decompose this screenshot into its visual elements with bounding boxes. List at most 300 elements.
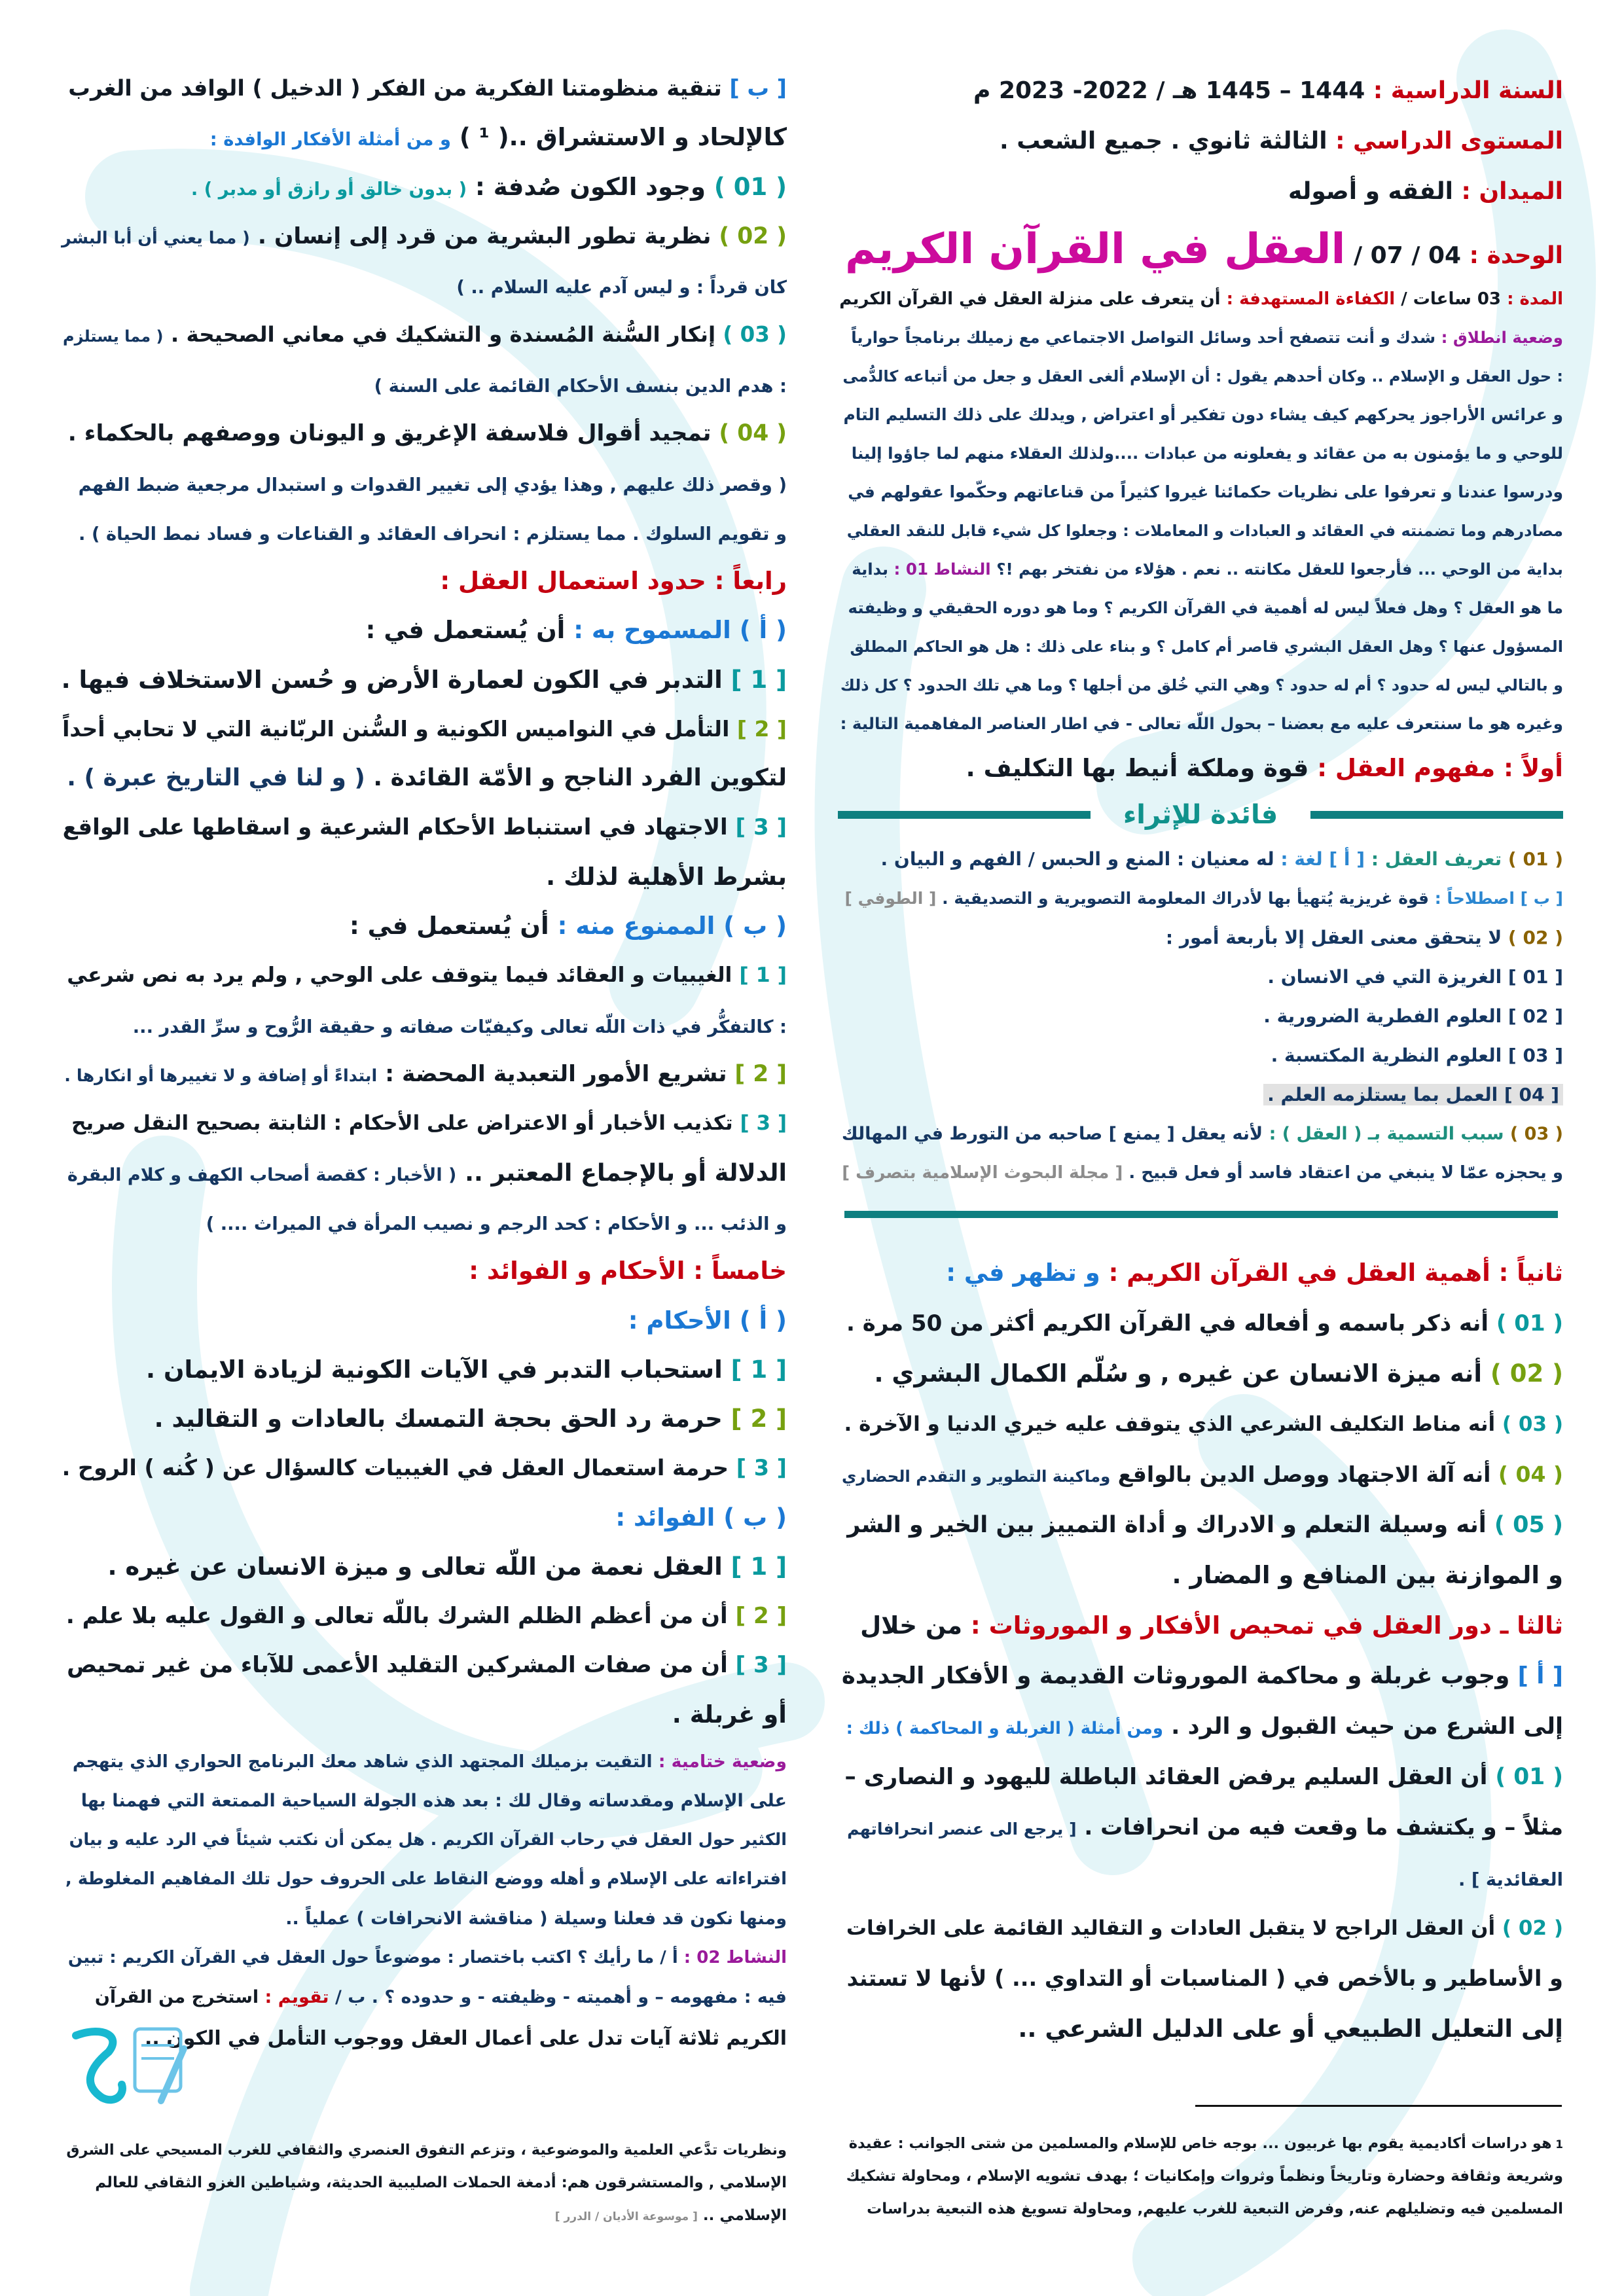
text-segment: افتراءاته على الإسلام و أهله ووضع النقاط على الحروف حول تلك المفاهيم المغلوطة , bbox=[65, 1869, 787, 1889]
text-line bbox=[838, 1852, 1563, 1903]
text-segment: المسلمين فيه وتضليلهم عنه, وفرض التبعية للغرب عليهم, ومحاولة تسويغ هذه التبعية بدراسات bbox=[867, 2200, 1563, 2217]
text-line bbox=[838, 666, 1563, 704]
text-line bbox=[62, 310, 787, 359]
line-content bbox=[145, 2027, 787, 2050]
line-content bbox=[366, 616, 787, 644]
text-line bbox=[62, 408, 787, 457]
text-line bbox=[838, 2160, 1563, 2193]
line-content bbox=[71, 1111, 787, 1135]
text-segment: ( ب ) الفوائد : bbox=[615, 1503, 787, 1532]
text-segment: 04 / 07 / bbox=[1345, 242, 1462, 269]
text-segment: ( 03 ) bbox=[1495, 1412, 1563, 1436]
text-line bbox=[838, 1298, 1563, 1348]
text-segment: رابعاً : حدود استعمال العقل : bbox=[440, 567, 787, 596]
text-segment: [ ب ] اصطلاحاً : bbox=[1429, 888, 1563, 908]
text-line bbox=[62, 63, 787, 113]
text-line bbox=[838, 1247, 1563, 1298]
line-content bbox=[881, 848, 1563, 870]
text-line bbox=[62, 1345, 787, 1394]
line-content bbox=[1267, 966, 1563, 988]
text-segment: [ 3 ] bbox=[729, 1455, 787, 1481]
text-line bbox=[62, 605, 787, 655]
text-line bbox=[62, 1098, 787, 1147]
text-segment: بداية bbox=[852, 560, 889, 579]
line-content bbox=[846, 2168, 1563, 2185]
line-content bbox=[847, 1965, 1563, 1991]
text-segment: الثالثة ثانوي . جميع الشعب . bbox=[1000, 128, 1327, 154]
text-line bbox=[62, 1977, 787, 2017]
line-content bbox=[69, 1830, 787, 1850]
text-line bbox=[838, 743, 1563, 793]
text-segment: أولاً : مفهوم العقل : bbox=[1308, 754, 1563, 782]
text-line bbox=[62, 1394, 787, 1443]
line-content bbox=[62, 223, 787, 249]
text-segment: شدك و أنت تتصفح أحد وسائل التواصل الاجتماعي مع زميلك برنامجاً حوارياً bbox=[851, 328, 1436, 347]
text-segment: ( أ ) المسموح به : bbox=[565, 616, 787, 645]
text-segment: الكفاءة المستهدفة : bbox=[1220, 289, 1396, 309]
text-segment: تشريع الأمور التعبدية المحضة : bbox=[377, 1060, 727, 1087]
line-content bbox=[946, 1259, 1563, 1287]
text-segment: التقيت بزميلك المجتهد الذي شاهد معك البرنامج الحواري الذي يتهجم bbox=[72, 1751, 653, 1772]
text-segment: هو دراسات أكاديمية يقوم بها غربيون ... بوجه خاص للإسلام والمسلمين من شتى الجوانب : عقيدة bbox=[848, 2135, 1552, 2152]
line-content bbox=[68, 420, 787, 446]
line-content bbox=[67, 963, 787, 987]
text-line bbox=[838, 1153, 1563, 1193]
text-segment: ( 03 ) bbox=[715, 322, 787, 348]
line-content bbox=[68, 1948, 787, 1967]
text-line bbox=[62, 260, 787, 310]
text-segment: [ 04 ] العمل بما يستلزمه العلم . bbox=[1267, 1083, 1559, 1105]
text-segment: العقل نعمة من اللّه تعالى و ميزة الانسان عن غيره . bbox=[107, 1552, 723, 1581]
text-segment: أن يُستعمل في : bbox=[365, 616, 566, 645]
line-content bbox=[846, 1916, 1563, 1940]
line-content bbox=[63, 814, 787, 840]
text-segment: وضعية ختامية : bbox=[652, 1751, 787, 1772]
line-content bbox=[845, 1764, 1563, 1790]
text-segment: بداية من الوحي ... فأرجعوا للعقل مكانته .. نعم . هؤلاء من نفتخر بهم !؟ bbox=[990, 560, 1563, 579]
line-content bbox=[845, 889, 1563, 908]
line-content bbox=[62, 666, 787, 694]
text-line bbox=[62, 2166, 787, 2199]
text-segment: أو غربلة . bbox=[672, 1700, 787, 1729]
text-line bbox=[62, 1591, 787, 1640]
text-segment: ( بدون خالق أو رازق أو مدبر ) . bbox=[190, 179, 467, 200]
text-segment: ابتداءً أو إضافة و لا تغييرها أو انكارها . bbox=[64, 1066, 378, 1086]
line-content bbox=[469, 1257, 787, 1285]
line-content bbox=[66, 2142, 787, 2159]
text-segment: نظرية تطور البشرية من قرد إلى إنسان . bbox=[249, 223, 712, 249]
text-segment: أن يُستعمل في : bbox=[349, 912, 549, 941]
line-content bbox=[67, 1652, 787, 1678]
line-content bbox=[1271, 1045, 1563, 1066]
text-segment: حرمة رد الحق بحجة التمسك بالعادات و التقاليد . bbox=[154, 1405, 723, 1433]
text-segment: خامساً : الأحكام و الفوائد : bbox=[469, 1257, 787, 1285]
text-line bbox=[838, 1600, 1563, 1651]
text-segment: قوة وملكة أنيط بها التكليف . bbox=[965, 754, 1309, 782]
text-line bbox=[838, 434, 1563, 473]
text-segment: ثانياً : أهمية العقل في القرآن الكريم : bbox=[1100, 1259, 1563, 1287]
unit-title: العقل في القرآن الكريم bbox=[845, 225, 1346, 274]
text-segment: : هدم الدين بنسف الأحكام القائمة على السنة ) bbox=[374, 376, 787, 397]
text-segment: استخرج من القرآن bbox=[94, 1986, 259, 2007]
text-segment: الغيبيات و العقائد فيما يتوقف على الوحي , ولم يرد به نص شرعي bbox=[67, 963, 732, 987]
line-content bbox=[847, 522, 1563, 540]
text-segment: و الأساطير و بالأخص في ( المناسبات أو التداوي ... ) لأنها لا تستند bbox=[846, 1965, 1563, 1991]
text-segment: وماكينة التطوير و التقدم الحضاري bbox=[842, 1467, 1111, 1486]
line-content bbox=[285, 1909, 787, 1929]
text-segment: [ 1 ] bbox=[722, 665, 787, 694]
line-content bbox=[68, 75, 787, 101]
line-content bbox=[81, 1791, 787, 1811]
line-content bbox=[842, 1163, 1563, 1183]
line-content bbox=[848, 598, 1563, 617]
line-content bbox=[64, 1061, 787, 1087]
line-content bbox=[191, 173, 787, 201]
text-line bbox=[838, 1802, 1563, 1852]
text-segment: [ 1 ] bbox=[722, 1552, 787, 1581]
text-segment: إنكار السُّنة المُسندة و التشكيك في معاني الصحيحة . bbox=[163, 322, 716, 348]
text-line bbox=[838, 318, 1563, 357]
text-line bbox=[838, 279, 1563, 318]
line-content bbox=[874, 1359, 1563, 1388]
text-segment: أن من أعظم الظلم الشرك باللّه تعالى و القول عليه بلا علم . bbox=[65, 1602, 728, 1629]
line-content bbox=[95, 2174, 787, 2191]
text-segment: العقائدية ] . bbox=[1458, 1870, 1563, 1890]
text-segment: وغيره هو ما سنتعرف عليه مع بعضنا – بحول اللّه تعالى - في اطار العناصر المفاهمية التالية : bbox=[840, 714, 1563, 733]
line-content bbox=[852, 444, 1563, 463]
line-content bbox=[206, 1208, 787, 1236]
text-segment: و بالتالي ليس له حدود ؟ أم له حدود ؟ وهي التي خُلق من أجلها ؟ وما هي تلك الحدود ؟ كل ذلك bbox=[840, 675, 1563, 694]
text-segment: للوحي و ما يؤمنون به من عقائد و يفعلونه من عبادات ....ولذلك العقلاء منهم لما جاؤوا إلينا bbox=[851, 444, 1563, 463]
text-segment: [ موسوعة الأديان / الدرر ] bbox=[554, 2210, 698, 2223]
line-content bbox=[62, 716, 787, 742]
text-line bbox=[62, 1781, 787, 1820]
text-line bbox=[62, 950, 787, 999]
text-segment: تمجيد أقوال فلاسفة الإغريق و اليونان ووصفهم بالحكماء . bbox=[67, 420, 712, 446]
text-segment: 1444 – 1445 هـ / 2022- 2023 م bbox=[973, 77, 1365, 104]
text-line bbox=[62, 2199, 787, 2232]
text-segment: ( 01 ) bbox=[1487, 1763, 1563, 1790]
text-segment: لا يتحقق معنى العقل إلا بأربعة أمور : bbox=[1165, 926, 1502, 948]
text-segment: الكريم ثلاثة آيات تدل على أعمال العقل ووجوب التأمل في الكون .. bbox=[144, 2026, 787, 2050]
text-segment: [ أ ] bbox=[1509, 1662, 1563, 1689]
line-content bbox=[966, 754, 1563, 782]
text-segment: ( وقصر ذلك عليهم , وهذا يؤدي إلى تغيير القدوات و استبدال مرجعية ضبط الفهم bbox=[78, 475, 787, 495]
line-content bbox=[210, 123, 787, 151]
text-line bbox=[838, 588, 1563, 627]
text-line bbox=[62, 1938, 787, 1977]
text-line bbox=[62, 704, 787, 753]
text-line bbox=[838, 2193, 1563, 2225]
line-content bbox=[79, 469, 787, 497]
line-content bbox=[546, 863, 787, 891]
text-line bbox=[62, 211, 787, 260]
text-segment: [ 03 ] العلوم النظرية المكتسبة . bbox=[1271, 1044, 1563, 1066]
text-segment: أن العقل السليم يرفض العقائد الباطلة لليهود و النصارى – bbox=[844, 1763, 1488, 1790]
text-segment: الفقه و أصوله bbox=[1288, 178, 1453, 205]
line-content bbox=[848, 482, 1563, 501]
text-segment: ( مما يعني أن أبا البشر bbox=[62, 228, 250, 248]
text-segment: [ 01 ] الغريزة التي في الانسان . bbox=[1267, 965, 1563, 988]
text-line bbox=[838, 166, 1563, 217]
text-segment: [ أ ] لغة : bbox=[1274, 848, 1365, 870]
text-line bbox=[62, 1197, 787, 1246]
text-segment: أن من صفات المشركين التقليد الأعمى للآباء من غير تمحيص bbox=[67, 1652, 728, 1679]
text-segment: لتكوين الفرد الناجح و الأمّة القائدة . bbox=[365, 764, 787, 792]
text-segment: مثلاً – و يكتشف ما وقعت فيه من انحرافات . bbox=[1076, 1814, 1563, 1840]
text-line bbox=[838, 217, 1563, 282]
text-segment: ( 01 ) bbox=[1502, 848, 1563, 870]
text-segment: [ 3 ] bbox=[727, 814, 787, 841]
text-segment: الإسلامي .. bbox=[697, 2207, 787, 2224]
text-segment: [ 1 ] bbox=[732, 963, 787, 987]
text-line bbox=[62, 1542, 787, 1591]
text-line bbox=[62, 359, 787, 408]
text-line bbox=[62, 1049, 787, 1098]
text-segment: وجود الكون صُدفة : bbox=[467, 172, 706, 201]
line-content bbox=[973, 77, 1563, 104]
text-line bbox=[838, 550, 1563, 588]
text-segment: أن يتعرف على منزلة العقل في القرآن الكريم bbox=[839, 289, 1221, 309]
divider bbox=[844, 1211, 1558, 1218]
text-segment: ( 04 ) bbox=[1490, 1462, 1563, 1487]
highlighted-text bbox=[1263, 1084, 1563, 1105]
text-line bbox=[838, 395, 1563, 434]
text-segment: تكذيب الأخبار أو الاعتراض على الأحكام : الثابتة بصحيح النقل صريح bbox=[71, 1111, 733, 1135]
text-segment: ( 01 ) bbox=[1489, 1310, 1563, 1336]
text-segment: تعريف العقل : bbox=[1365, 848, 1502, 870]
text-line bbox=[838, 511, 1563, 550]
text-segment: كالإلحاد و الاستشراق ..( ¹ ) bbox=[450, 123, 787, 152]
text-line bbox=[62, 802, 787, 852]
text-segment: ( 05 ) bbox=[1486, 1511, 1563, 1538]
text-line bbox=[838, 1651, 1563, 1701]
line-content bbox=[846, 1310, 1563, 1336]
line-content bbox=[847, 1512, 1563, 1538]
text-line bbox=[62, 1899, 787, 1938]
text-segment: ( مما يستلزم bbox=[63, 327, 164, 346]
text-segment: أنه ميزة الانسان عن غيره , و سُلّم الكمال البشري . bbox=[874, 1359, 1483, 1388]
enrichment-section bbox=[838, 839, 1563, 1193]
text-line bbox=[838, 1499, 1563, 1550]
text-segment: ودرسوا عندنا و تعرفوا على نظريات حكمائنا غيروا كثيراً من قناعاتهم وحكّموا عقولهم في bbox=[848, 482, 1563, 501]
text-segment: ونظريات تدَّعي العلمية والموضوعية ، وتزعم التفوق العنصري والثقافي للغرب المسيحي على الشرق bbox=[66, 2142, 787, 2159]
line-content bbox=[615, 1503, 787, 1532]
text-segment: قوة غريزية يُتهيأ بها لأدراك المعلومة التصويرية و التصديقية . bbox=[936, 888, 1430, 908]
text-segment: ( الأخبار : كقصة أصحاب الكهف و كلام البقرة bbox=[67, 1164, 457, 1185]
line-content bbox=[842, 1462, 1563, 1487]
line-content bbox=[440, 567, 787, 595]
text-line bbox=[62, 1443, 787, 1492]
text-line bbox=[838, 1903, 1563, 1953]
text-segment: و تظهر في : bbox=[946, 1259, 1100, 1287]
text-segment: الكثير حول العقل في رحاب القرآن الكريم . هل يمكن أن نكتب شيئاً في الرد عليه و بيان bbox=[69, 1830, 787, 1850]
text-line bbox=[838, 878, 1563, 918]
text-segment: ( ب ) الممنوع منه : bbox=[549, 912, 787, 941]
text-segment: الدلالة أو بالإجماع المعتبر .. bbox=[456, 1158, 787, 1187]
text-segment: و تقويم السلوك . مما يستلزم : انحراف العقائد و القناعات و فساد نمط الحياة ) . bbox=[79, 524, 787, 545]
line-content bbox=[1288, 178, 1563, 205]
text-segment: المدة : bbox=[1501, 289, 1563, 309]
text-segment: : كالتفكُّر في ذات اللّه تعالى وكيفيّات صفاته و حقيقة الرُّوح و سرِّ القدر ... bbox=[132, 1016, 787, 1037]
text-line bbox=[838, 704, 1563, 743]
text-line bbox=[838, 116, 1563, 166]
text-segment: إلى التعليل الطبيعي أو على الدليل الشرعي .. bbox=[1018, 2015, 1563, 2043]
text-segment: ما هو العقل ؟ وهل فعلاً ليس له أهمية في القرآن الكريم ؟ وما هو دوره الحقيقي و وظيفته bbox=[848, 598, 1563, 617]
line-content bbox=[95, 1987, 787, 2007]
text-segment: سبب التسمية بـ ( العقل ) : bbox=[1263, 1123, 1504, 1144]
line-content bbox=[850, 637, 1563, 656]
text-segment: لأنه يعقل [ يمنع ] صاحبه من التورط في المهالك bbox=[841, 1123, 1263, 1144]
text-segment: [ 1 ] bbox=[722, 1355, 787, 1384]
text-segment: التأمل في النواميس الكونية و السُّنن الربّانية التي لا تحابي أحداً bbox=[62, 716, 730, 742]
text-line bbox=[838, 1751, 1563, 1802]
text-segment: له معنيان : المنع و الحبس / الفهم و البيان . bbox=[880, 848, 1274, 870]
line-content bbox=[1018, 2015, 1563, 2043]
line-content bbox=[672, 1700, 787, 1729]
line-content bbox=[1458, 1863, 1563, 1892]
footnote-divider bbox=[1195, 2105, 1562, 2107]
text-segment: ( 02 ) bbox=[1482, 1359, 1563, 1388]
line-content bbox=[847, 1814, 1563, 1840]
text-segment: فيه : مفهومه – و أهميته - وظيفته - و حدوده ؟ . ب / bbox=[329, 1986, 787, 2007]
line-content bbox=[840, 676, 1563, 694]
text-segment: [ 3 ] bbox=[732, 1111, 787, 1135]
line-content bbox=[133, 1011, 787, 1039]
text-segment: [ يرجع الى عنصر انحرافاتهم bbox=[847, 1819, 1077, 1839]
text-line bbox=[62, 1690, 787, 1739]
text-segment: السنة الدراسية : bbox=[1365, 77, 1563, 104]
line-content bbox=[867, 2200, 1563, 2217]
text-line bbox=[838, 1449, 1563, 1499]
line-content bbox=[1172, 1561, 1563, 1589]
text-line bbox=[838, 1114, 1563, 1153]
text-line bbox=[62, 507, 787, 556]
text-segment: [ 2 ] bbox=[729, 716, 787, 742]
text-segment: أنه ذكر باسمه و أفعاله في القرآن الكريم أكثر من 50 مرة . bbox=[846, 1310, 1489, 1336]
enrichment-heading bbox=[838, 792, 1563, 838]
line-content bbox=[842, 367, 1563, 386]
line-content bbox=[1000, 128, 1563, 154]
text-segment: أن العقل الراجح لا يتقبل العادات و التقاليد القائمة على الخرافات bbox=[846, 1916, 1496, 1940]
text-segment: [ 2 ] bbox=[722, 1405, 787, 1433]
text-line bbox=[62, 1742, 787, 1781]
text-segment: أنه وسيلة التعلم و الادراك و أداة التمييز بين الخير و الشر bbox=[847, 1511, 1487, 1538]
line-content bbox=[65, 1869, 787, 1889]
text-segment: أنه آلة الاجتهاد ووصل الدين بالواقع bbox=[1110, 1462, 1491, 1487]
text-line bbox=[62, 1148, 787, 1197]
text-segment: و الذئب ... و الأحكام : كحد الرجم و نصيب المرأة في الميراث .... ) bbox=[206, 1213, 787, 1234]
text-line bbox=[838, 1953, 1563, 2003]
line-content bbox=[67, 1158, 787, 1187]
line-content bbox=[154, 1405, 787, 1433]
text-segment: الميدان : bbox=[1453, 178, 1563, 205]
text-line bbox=[62, 1246, 787, 1295]
footnote bbox=[838, 2127, 1563, 2225]
text-segment: من خلال bbox=[860, 1611, 963, 1640]
text-line bbox=[62, 556, 787, 605]
text-line bbox=[62, 1295, 787, 1344]
text-segment: ( 02 ) bbox=[1495, 1916, 1563, 1940]
text-line bbox=[838, 2127, 1563, 2160]
text-segment: ( 01 ) bbox=[706, 172, 787, 201]
text-line bbox=[62, 753, 787, 802]
text-segment: أ / ما رأيك ؟ اكتب باختصار : موضوعاً حول العقل في القرآن الكريم : تبين bbox=[67, 1948, 678, 1967]
text-segment: النشاط 01 : bbox=[888, 560, 991, 579]
text-segment: ( و لنا في التاريخ عبرة ) . bbox=[67, 764, 365, 792]
line-content bbox=[628, 1306, 787, 1335]
text-line bbox=[838, 957, 1563, 996]
text-segment: و من أمثلة الأفكار الوافدة : bbox=[209, 130, 451, 151]
line-content bbox=[852, 560, 1563, 579]
intro-section bbox=[838, 279, 1563, 793]
text-segment: على الإسلام ومقدساته وقال لك : بعد هذه الجولة السياحية الممتعة التي فهمنا بها bbox=[81, 1790, 787, 1811]
line-content bbox=[108, 1552, 787, 1581]
text-segment: [ 02 ] العلوم الفطرية الضرورية . bbox=[1263, 1005, 1563, 1027]
text-segment: ( 03 ) bbox=[1504, 1123, 1563, 1144]
text-segment: ثالثا ـ دور العقل في تمحيص الأفكار و الموروثات : bbox=[962, 1611, 1563, 1640]
text-segment: ( أ ) الأحكام : bbox=[628, 1306, 787, 1335]
text-segment: ومنها نكون قد فعلنا وسيلة ( مناقشة الانحرافات ) عملياً .. bbox=[285, 1908, 787, 1929]
text-segment: كان قرداً : و ليس آدم عليه السلام .. ) bbox=[456, 278, 787, 298]
text-segment: 03 ساعات / bbox=[1395, 289, 1502, 309]
left-main-section bbox=[62, 63, 787, 1739]
text-segment: الاجتهاد في استنباط الأحكام الشرعية و اسقاطها على الواقع bbox=[62, 814, 728, 841]
line-content bbox=[845, 225, 1563, 274]
text-line bbox=[838, 65, 1563, 116]
text-segment: [ مجلة البحوث الإسلامية بتصرف ] bbox=[842, 1163, 1123, 1183]
text-line bbox=[62, 457, 787, 507]
text-segment: ومن أمثلة ( الغربلة و المحاكمة ) ذلك : bbox=[846, 1718, 1163, 1738]
text-line bbox=[838, 996, 1563, 1035]
text-line bbox=[62, 2134, 787, 2166]
text-segment: و عرائس الأراجوز يحركهم كيف يشاء دون تفكير أو اعتراض , ويدلك على ذلك التسليم التام bbox=[843, 405, 1563, 424]
line-content bbox=[843, 405, 1563, 424]
text-segment: بشرط الأهلية لذلك . bbox=[546, 862, 787, 891]
line-content bbox=[846, 1713, 1563, 1740]
text-line bbox=[838, 1550, 1563, 1600]
text-line bbox=[838, 1075, 1563, 1114]
text-line bbox=[838, 918, 1563, 957]
text-segment: [ ب ] bbox=[721, 75, 787, 101]
importance-section bbox=[838, 1247, 1563, 2054]
header-info bbox=[838, 65, 1563, 282]
logo-icon bbox=[63, 2022, 194, 2108]
text-segment: إلى الشرع من حيث القبول و الرد . bbox=[1163, 1713, 1563, 1740]
line-content bbox=[844, 1412, 1563, 1436]
line-content bbox=[842, 1124, 1563, 1144]
text-segment: و يحجزه عمّا لا ينبغي من اعتقاد فاسد أو فعل قبيح . bbox=[1123, 1163, 1563, 1183]
text-segment: [ الطوفي ] bbox=[844, 888, 937, 908]
line-content bbox=[456, 271, 787, 299]
text-line bbox=[62, 1859, 787, 1899]
text-line bbox=[62, 162, 787, 211]
text-segment: المستوى الدراسي : bbox=[1327, 128, 1563, 154]
text-line bbox=[62, 852, 787, 901]
text-segment: الإسلامي , والمستشرقون هم: أدمغة الحملات الصليبية الحديثة، وشياطين الغزو الثقافي للعالم bbox=[95, 2174, 787, 2191]
text-segment: و الموازنة بين المنافع و المضار . bbox=[1172, 1561, 1563, 1589]
line-content bbox=[851, 328, 1563, 347]
text-line bbox=[62, 1493, 787, 1542]
text-segment: حرمة استعمال العقل في الغيبيات كالسؤال عن ( كُنه ) الروح . bbox=[62, 1455, 729, 1481]
line-content bbox=[860, 1611, 1563, 1640]
line-content bbox=[1263, 1005, 1563, 1027]
line-content bbox=[73, 1751, 787, 1772]
text-segment: تنقية منظومتنا الفكرية من الفكر ( الدخيل ) الوافد من الغرب bbox=[68, 75, 722, 101]
text-segment: وضعية انطلاق : bbox=[1435, 328, 1563, 347]
line-content bbox=[555, 2207, 787, 2224]
text-line bbox=[838, 839, 1563, 878]
